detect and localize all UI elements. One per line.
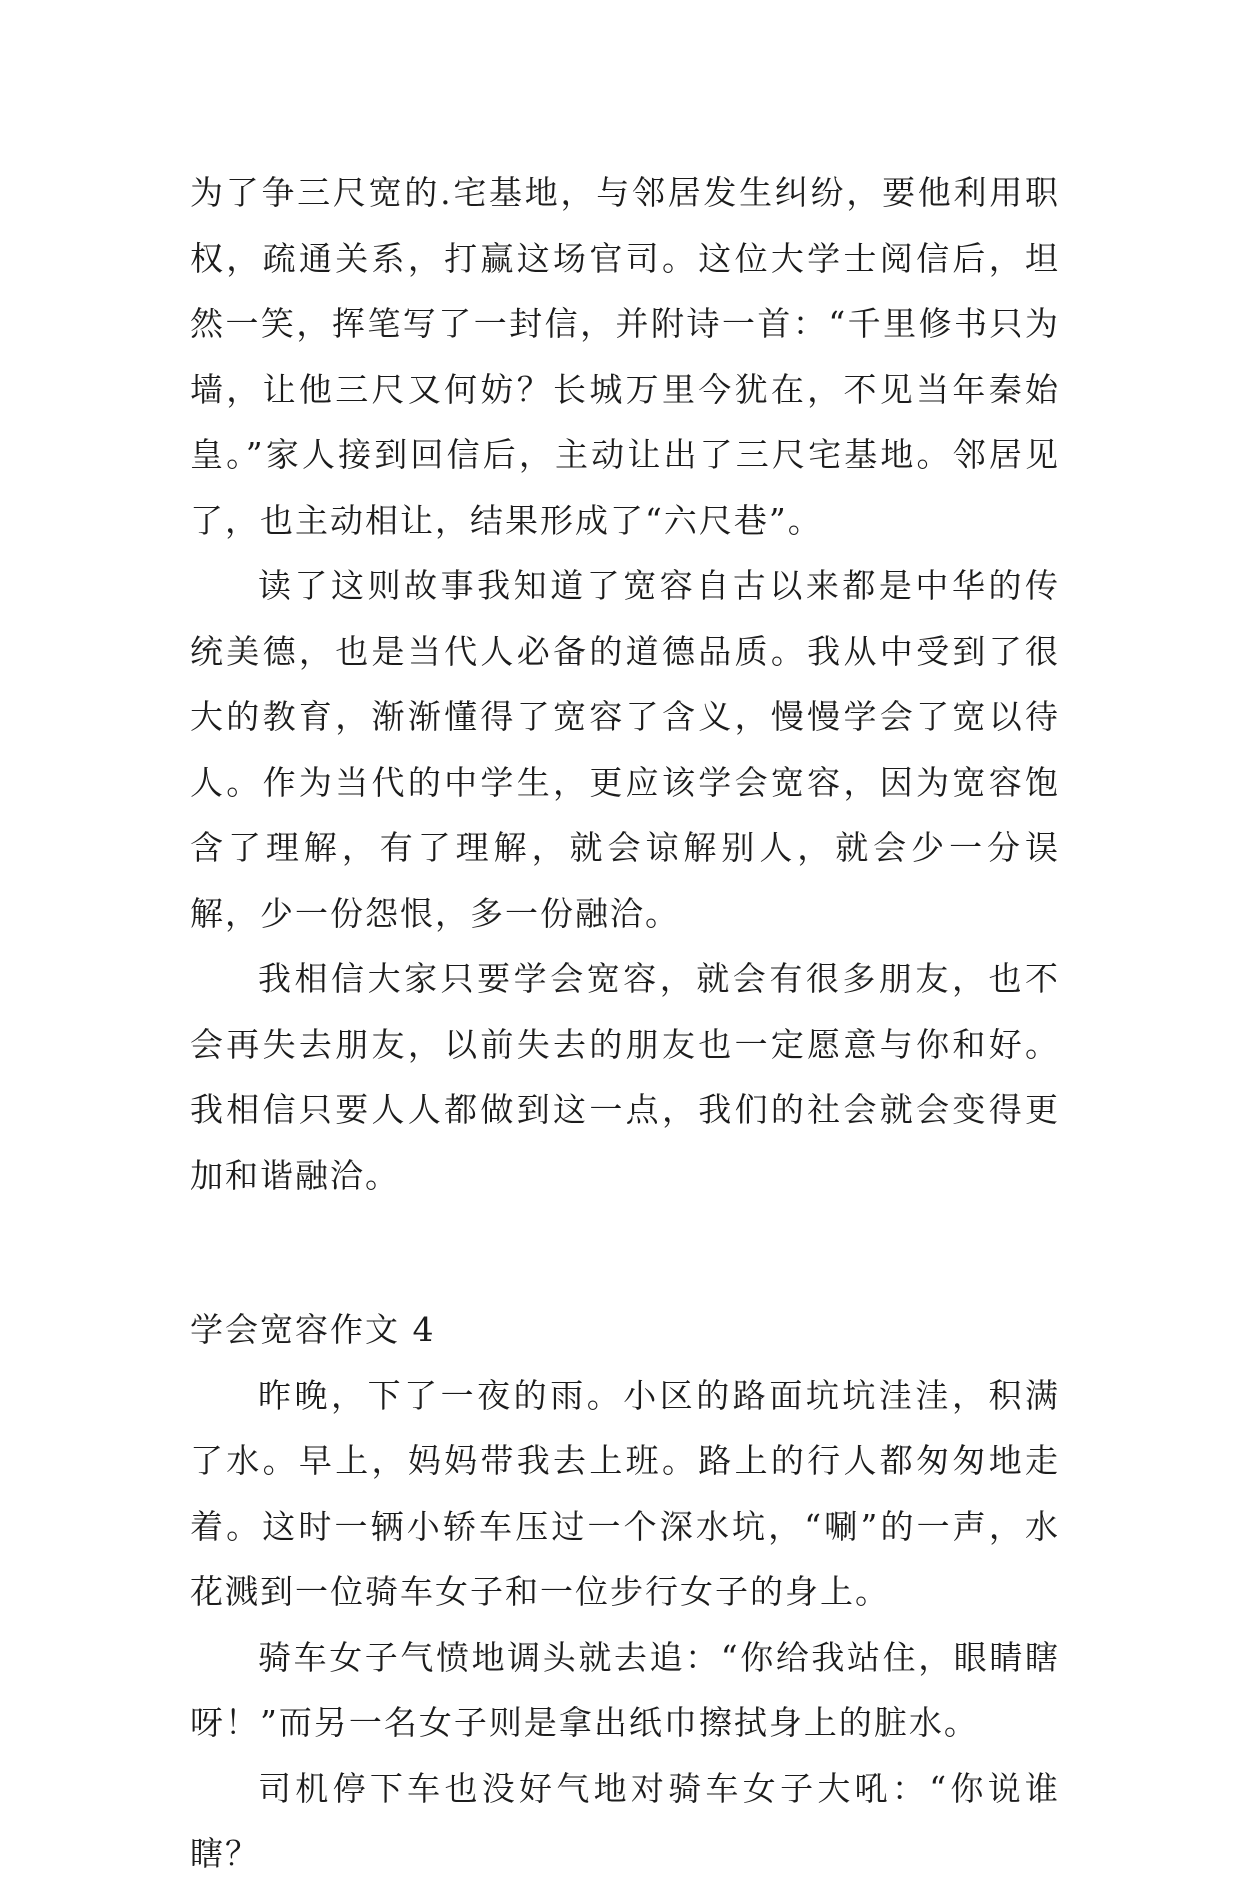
paragraph-6: 司机停下车也没好气地对骑车女子大吼：“你说谁瞎？: [190, 1768, 1060, 1873]
paragraph-4: 昨晚，下了一夜的雨。小区的路面坑坑洼洼，积满了水。早上，妈妈带我去上班。路上的行人都匆匆地走着。这时一辆小轿车压过一个深水坑，“唰”的一声，水花溅到一位骑车女子和一位步行女子的身上。: [190, 1375, 1060, 1611]
paragraph-3: 我相信大家只要学会宽容，就会有很多朋友，也不会再失去朋友，以前失去的朋友也一定愿意与你和好。我相信只要人人都做到这一点，我们的社会就会变得更加和谐融洽。: [190, 959, 1060, 1195]
paragraph-2: 读了这则故事我知道了宽容自古以来都是中华的传统美德，也是当代人必备的道德品质。我从中受到了很大的教育，渐渐懂得了宽容了含义，慢慢学会了宽以待人。作为当代的中学生，更应该学会宽容，因为宽容饱含了理解，有了理解，就会谅解别人，就会少一分误解，少一份怨恨，多一份融洽。: [190, 566, 1060, 933]
paragraph-5: 骑车女子气愤地调头就去追：“你给我站住，眼睛瞎呀！”而另一名女子则是拿出纸巾擦拭身上的脏水。: [190, 1637, 1060, 1742]
document-page: [190, 160, 1060, 1887]
paragraph-1: 为了争三尺宽的.宅基地，与邻居发生纠纷，要他利用职权，疏通关系，打赢这场官司。这位大学士阅信后，坦然一笑，挥笔写了一封信，并附诗一首：“千里修书只为墙，让他三尺又何妨？长城万里今犹在，不见当年秦始皇。”家人接到回信后，主动让出了三尺宅基地。邻居见了，也主动相让，结果形成了“六尺巷”。: [190, 173, 1060, 540]
section-heading: 学会宽容作文 4: [190, 1310, 436, 1349]
